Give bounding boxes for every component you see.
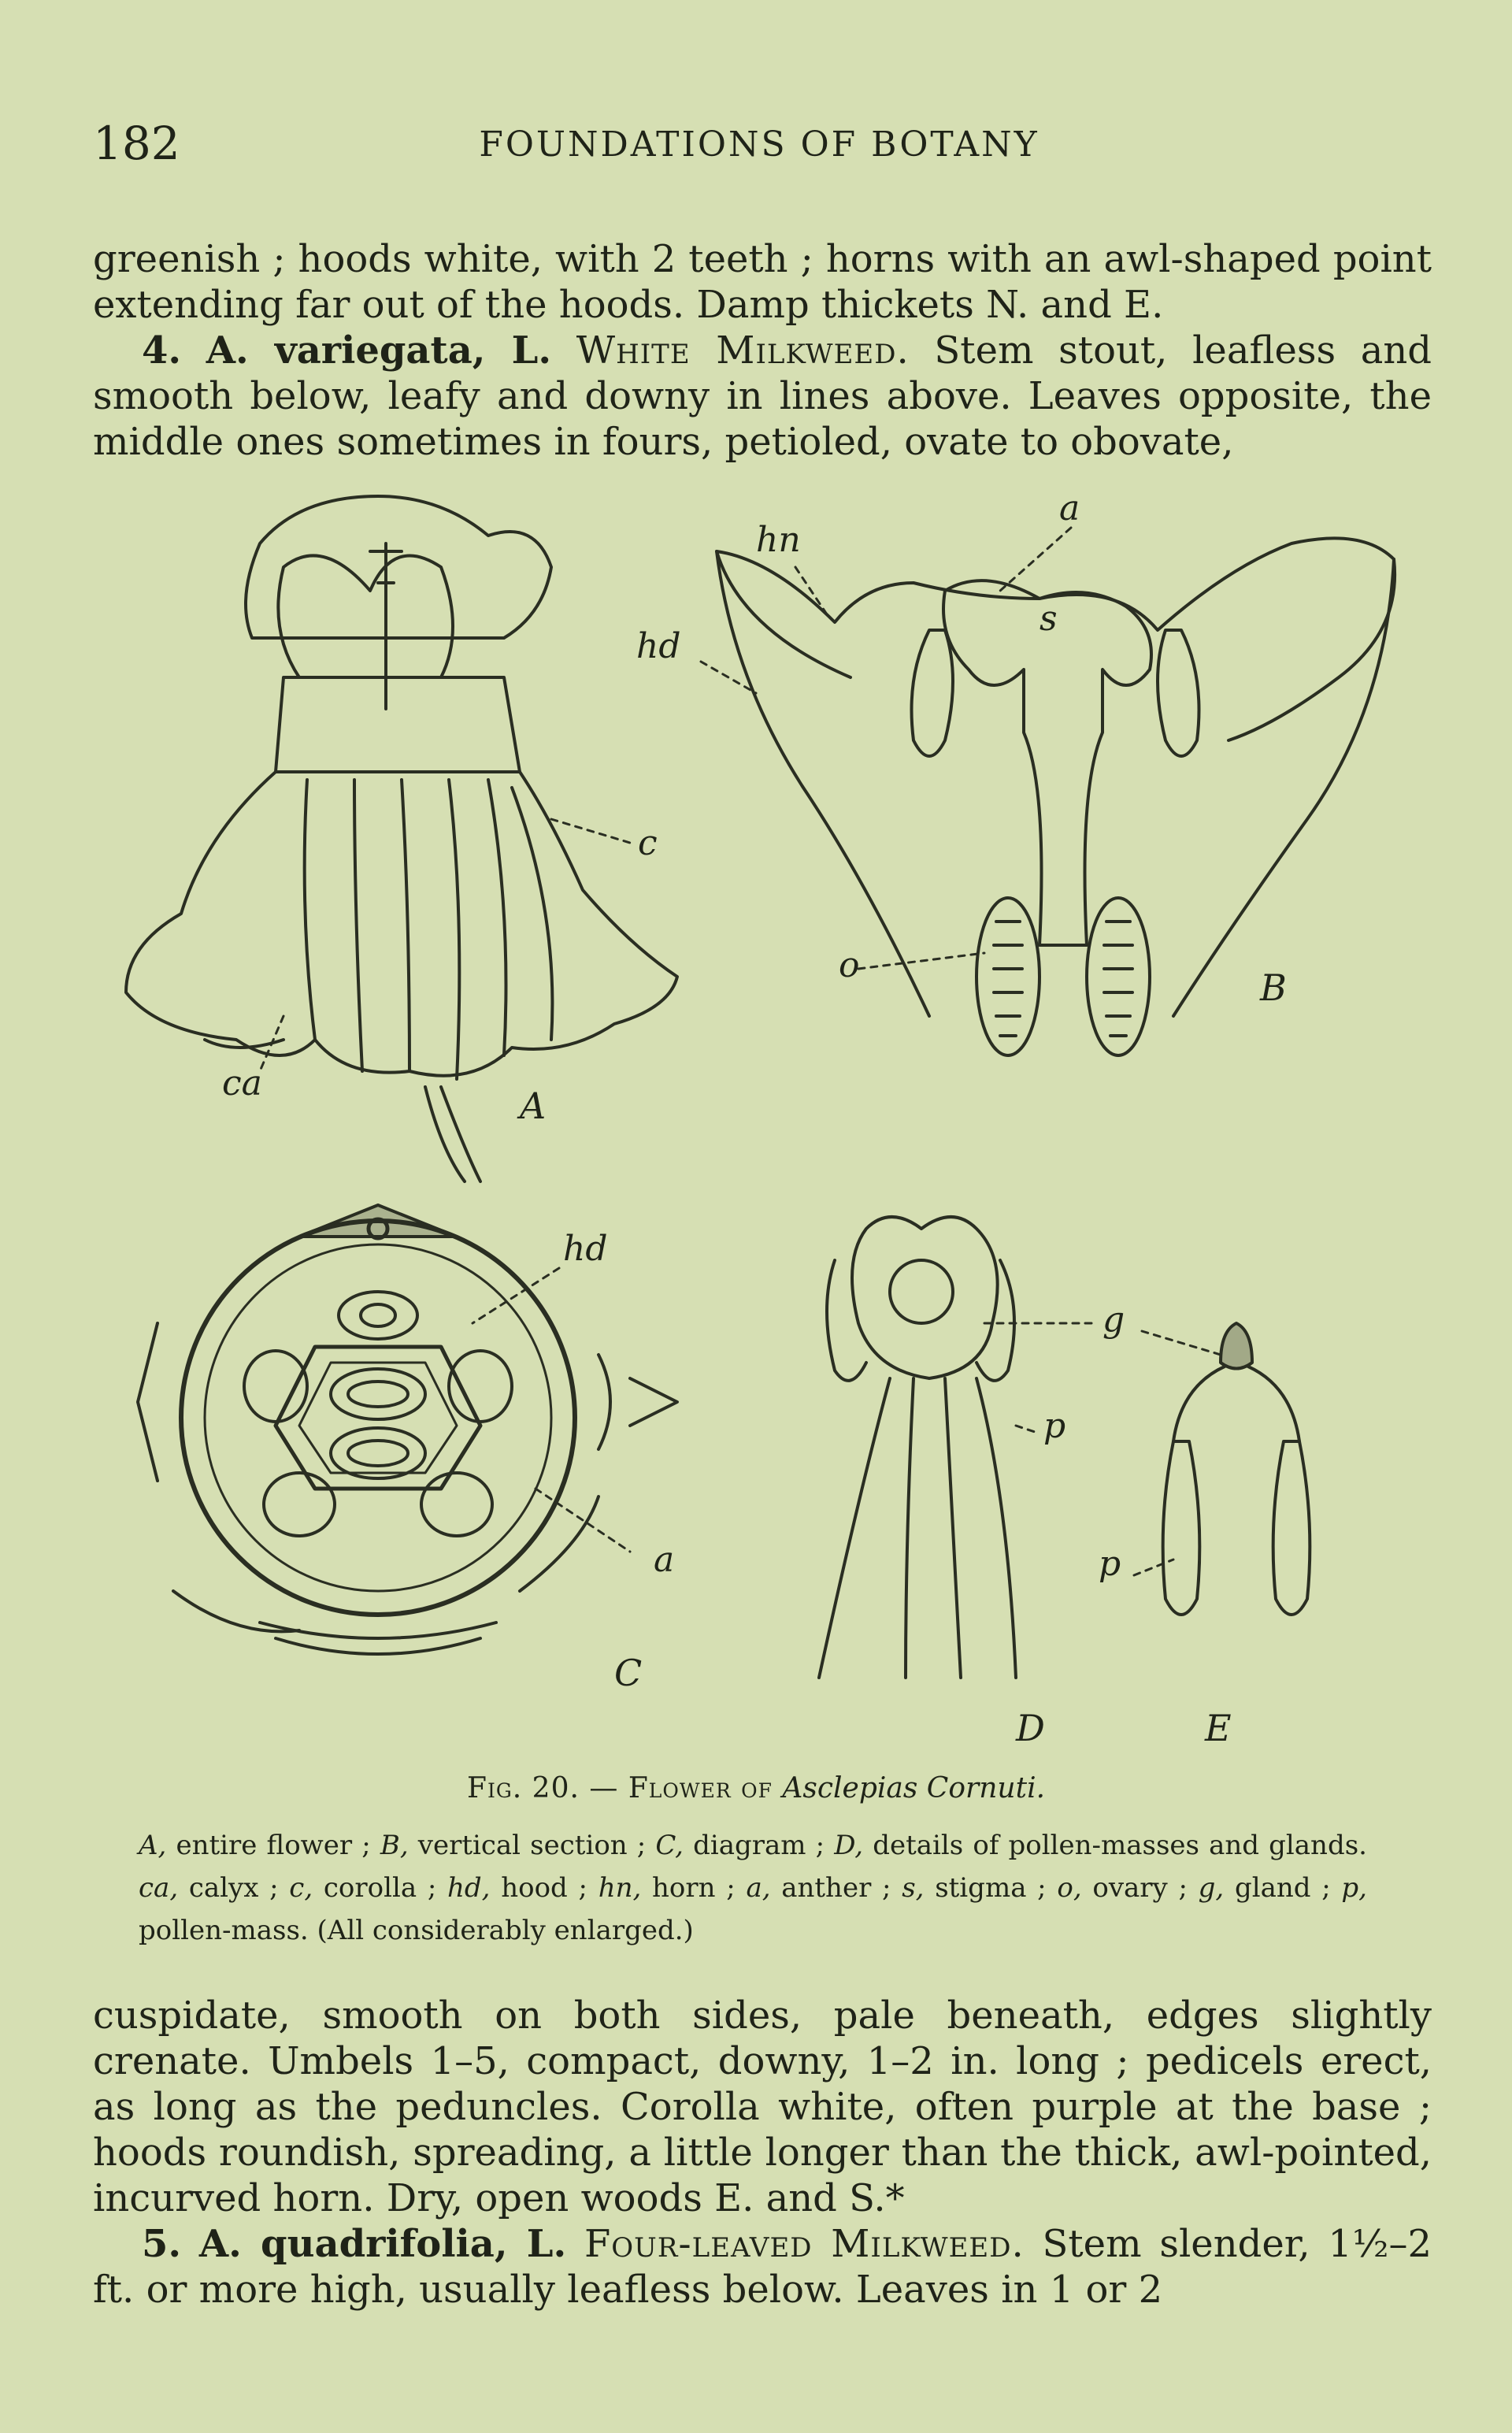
- species-5-number: 5.: [142, 2222, 182, 2266]
- label-o: o: [839, 945, 860, 985]
- label-hd-top: hd: [636, 626, 681, 666]
- label-p-d: p: [1043, 1406, 1066, 1446]
- species-5-description: Stem slender, 1½–2 ft. or more high, usually leafless below. Leaves in 1 or 2: [93, 2222, 1432, 2312]
- running-title: FOUNDATIONS OF BOTANY: [479, 124, 1040, 165]
- key-p: p,: [1341, 1872, 1367, 1904]
- label-a-c: a: [654, 1540, 675, 1580]
- panel-label-d: D: [1016, 1707, 1045, 1749]
- panel-label-c: C: [614, 1652, 643, 1694]
- species-4-name: A. variegata, L.: [206, 328, 552, 373]
- running-head: [93, 117, 1425, 172]
- paragraph-species-4-continued: [93, 1993, 1432, 2221]
- key-ca: ca,: [139, 1872, 179, 1904]
- label-hd-c: hd: [563, 1229, 608, 1269]
- label-p-e: p: [1099, 1544, 1121, 1584]
- label-hn: hn: [756, 520, 801, 560]
- label-c: c: [638, 823, 658, 863]
- label-g: g: [1102, 1300, 1125, 1340]
- key-o: o,: [1057, 1872, 1082, 1904]
- key-p-text: pollen-mass. (All considerably enlarged.): [139, 1915, 694, 1946]
- species-5-common-name: Four-leaved Milkweed.: [584, 2222, 1025, 2266]
- key-a-text: entire flower ;: [166, 1830, 380, 1861]
- key-d: D,: [834, 1830, 864, 1861]
- key-d-text: details of pollen-masses and glands.: [863, 1830, 1367, 1861]
- species-4-description-continued: cuspidate, smooth on both sides, pale beneath, edges slightly crenate. Umbels 1–5, compact, downy, 1–2 in. long ; pedicels erect, as long as the peduncles. Corolla white, often purple at the base ; hoods roundish, spreading, a little longer than the thick, awl-pointed, incurved horn. Dry, open woods E. and S.*: [93, 1994, 1432, 2220]
- key-g: g,: [1198, 1872, 1225, 1904]
- continuation-text: greenish ; hoods white, with 2 teeth ; horns with an awl-shaped point extending far out of the hoods. Damp thickets N. and E.: [93, 237, 1432, 327]
- species-4-number: 4.: [142, 328, 182, 373]
- key-a-small: a,: [746, 1872, 771, 1904]
- key-hd-text: hood ;: [490, 1872, 598, 1904]
- key-b: B,: [380, 1830, 409, 1861]
- figure-illustration: [0, 473, 1512, 1764]
- paragraph-continuation: [93, 236, 1432, 328]
- figure-20: [0, 473, 1512, 1764]
- panel-a-flower-drawing: [126, 496, 677, 1181]
- key-o-text: ovary ;: [1081, 1872, 1199, 1904]
- label-a-top: a: [1059, 488, 1080, 529]
- figure-caption-key: [139, 1824, 1367, 1952]
- species-4-common-name: White Milkweed.: [576, 328, 910, 373]
- label-ca: ca: [222, 1063, 262, 1103]
- key-hn-text: horn ;: [641, 1872, 747, 1904]
- species-4-description: Stem stout, leafless and smooth below, leafy and downy in lines above. Leaves opposite, the middle ones sometimes in fours, petioled, ovate to obovate,: [93, 328, 1432, 464]
- panel-label-e: E: [1205, 1707, 1232, 1749]
- key-b-text: vertical section ;: [408, 1830, 656, 1861]
- panel-e-pollen-pair-drawing: [1163, 1323, 1310, 1615]
- page-number: 182: [93, 117, 180, 170]
- caption-species: Asclepias Cornuti.: [782, 1772, 1046, 1804]
- panel-d-pollen-drawing: [819, 1217, 1016, 1678]
- key-hn: hn,: [598, 1872, 642, 1904]
- key-s: s,: [902, 1872, 925, 1904]
- key-ca-text: calyx ;: [178, 1872, 290, 1904]
- key-c: C,: [655, 1830, 684, 1861]
- paragraph-species-4: [93, 328, 1432, 465]
- key-c-small-text: corolla ;: [313, 1872, 448, 1904]
- species-5-name: A. quadrifolia, L.: [198, 2222, 567, 2266]
- key-a-small-text: anther ;: [770, 1872, 902, 1904]
- key-c-small: c,: [289, 1872, 313, 1904]
- panel-label-a: A: [520, 1085, 547, 1127]
- key-s-text: stigma ;: [924, 1872, 1058, 1904]
- key-c-text: diagram ;: [684, 1830, 835, 1861]
- paragraph-species-5: [93, 2221, 1432, 2312]
- panel-label-b: B: [1260, 966, 1287, 1009]
- panel-c-diagram-drawing: [138, 1205, 677, 1654]
- key-hd: hd,: [447, 1872, 491, 1904]
- key-a: A,: [139, 1830, 167, 1861]
- label-s: s: [1040, 599, 1058, 639]
- figure-caption-title: [0, 1772, 1512, 1804]
- caption-prefix: Fig. 20. — Flower of: [466, 1772, 783, 1804]
- key-g-text: gland ;: [1224, 1872, 1342, 1904]
